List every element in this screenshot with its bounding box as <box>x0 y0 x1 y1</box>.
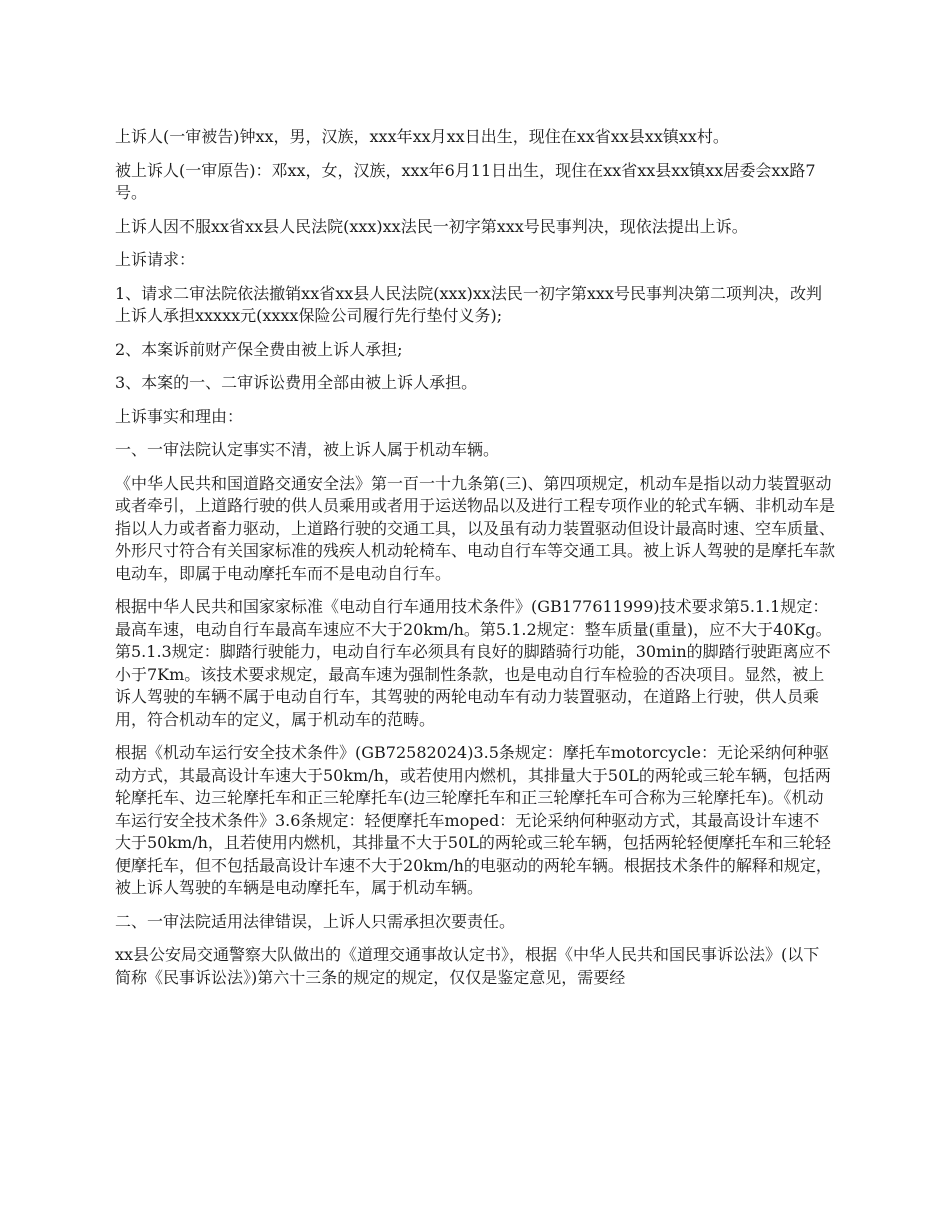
paragraph-facts-heading: 上诉事实和理由： <box>115 406 244 426</box>
paragraph-appellant: 上诉人(一审被告)钟xx，男，汉族，xxx年xx月xx日出生，现住在xx省xx县xx镇xx村。 <box>115 127 729 146</box>
paragraph-request-2: 2、本案诉前财产保全费由被上诉人承担; <box>115 339 403 359</box>
paragraph-appeal-requests-heading: 上诉请求： <box>115 250 196 269</box>
paragraph-request-1: 1、请求二审法院依法撤销xx省xx县人民法院(xxx)xx法民一初字第xxx号民事判决第二项判决，改判上诉人承担xxxxx元(xxxx保险公司履行先行垫付义务); <box>115 283 822 325</box>
paragraph-appellee: 被上诉人(一审原告)：邓xx，女，汉族，xxx年6月11日出生，现住在xx省xx县xx镇xx居委会xx路7号。 <box>115 160 816 202</box>
paragraph-request-3: 3、本案的一、二审诉讼费用全部由被上诉人承担。 <box>115 373 478 392</box>
paragraph-motor-vehicle-standard: 根据《机动车运行安全技术条件》(GB72582024)3.5条规定：摩托车motorcycle：无论采纳何种驱动方式，其最高设计车速大于50km/h，或若使用内燃机，其排量大于50L的两轮或三轮车辆，包括两轮摩托车、边三轮摩托车和正三轮摩托车(边三轮摩托车和正三轮摩托车可合称为三轮摩托车)。《机动车运行安全技术条件》3.6条规定：轻便摩托车moped：无论采纳何种驱动方式，其最高设计车速不大于50km/h，且若使用内燃机，其排量不大于50L的两轮或三轮车辆，包括两轮轻便摩托车和三轮轻便摩托车，但不包括最高设计车速不大于20km/h的电驱动的两轮车辆。根据技术条件的解释和规定，被上诉人驾驶的车辆是电动摩托车，属于机动车辆。 <box>115 743 832 897</box>
paragraph-appeal-intro: 上诉人因不服xx省xx县人民法院(xxx)xx法民一初字第xxx号民事判决，现依法提出上诉。 <box>115 216 748 236</box>
paragraph-ebike-standard: 根据中华人民共和国家家标准《电动自行车通用技术条件》(GB177611999)技术要求第5.1.1规定：最高车速，电动自行车最高车速应不大于20km/h。第5.1.2规定：整车质量(重量)，应不大于40Kg。第5.1.3规定：脚踏行驶能力，电动自行车必须具有良好的脚踏骑行功能，30min的脚踏行驶距离应不小于7Km。该技术要求规定，最高车速为强制性条款，也是电动自行车检验的否决项目。显然，被上诉人驾驶的车辆不属于电动自行车，其驾驶的两轮电动车有动力装置驱动，在道路上行驶，供人员乘用，符合机动车的定义，属于机动车的范畴。 <box>115 597 832 729</box>
paragraph-traffic-law: 《中华人民共和国道路交通安全法》第一百一十九条第(三)、第四项规定，机动车是指以动力装置驱动或者牵引，上道路行驶的供人员乘用或者用于运送物品以及进行工程专项作业的轮式车辆、非机动车是指以人力或者畜力驱动，上道路行驶的交通工具，以及虽有动力装置驱动但设计最高时速、空车质量、外形尺寸符合有关国家标准的残疾人机动轮椅车、电动自行车等交通工具。被上诉人驾驶的是摩托车款电动车，即属于电动摩托车而不是电动自行车。 <box>115 473 836 583</box>
paragraph-accident-report: xx县公安局交通警察大队做出的《道理交通事故认定书》，根据《中华人民共和国民事诉讼法》(以下简称《民事诉讼法》)第六十三条的规定的规定，仅仅是鉴定意见，需要经 <box>115 945 820 987</box>
document-body <box>115 126 835 1000</box>
paragraph-point-1-heading: 一、一审法院认定事实不清，被上诉人属于机动车辆。 <box>115 440 500 459</box>
paragraph-point-2-heading: 二、一审法院适用法律错误，上诉人只需承担次要责任。 <box>115 911 516 931</box>
